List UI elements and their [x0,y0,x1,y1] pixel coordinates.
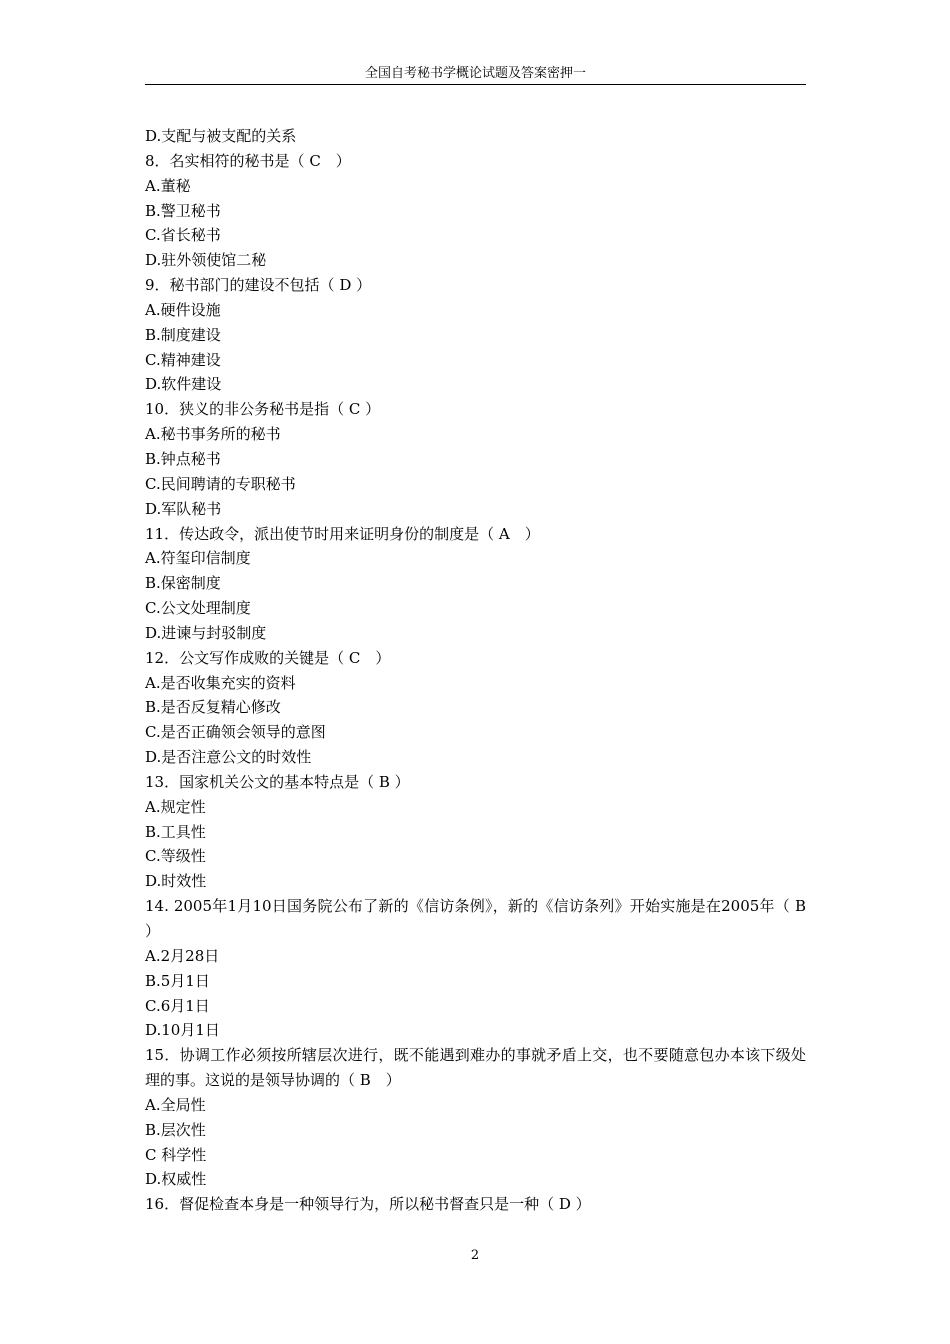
option-line: B.是否反复精心修改 [145,698,281,717]
option-line: D.10月1日 [145,1021,220,1040]
option-line: C 科学性 [145,1145,207,1164]
question-line: 8．名实相符的秘书是（ C ） [145,151,351,170]
option-line: A.2月28日 [145,946,220,965]
option-line: A.全局性 [145,1095,206,1114]
question-line: 15．协调工作必须按所辖层次进行，既不能遇到难办的事就矛盾上交，也不要随意包办本该下级处理的事。这说的是领导协调的（ B ） [145,1046,806,1090]
option-line: D.驻外领使馆二秘 [145,251,267,270]
option-line: C.等级性 [145,847,206,866]
page-number: 2 [470,1248,480,1263]
option-line: A.董秘 [145,176,191,195]
page-header-title: 全国自考秘书学概论试题及答案密押一 [364,66,586,81]
option-line: C.6月1日 [145,996,210,1015]
question-line: 14. 2005年1月10日国务院公布了新的《信访条例》，新的《信访条列》开始实施是在2005年（ B ） [145,897,806,940]
question-line: 12．公文写作成败的关键是（ C ） [145,648,391,667]
option-line: A.秘书事务所的秘书 [145,425,281,444]
question-line: 9．秘书部门的建设不包括（ D ） [145,276,372,295]
option-line: D.是否注意公文的时效性 [145,748,312,767]
option-line: C.精神建设 [145,350,221,369]
option-line: B.5月1日 [145,971,210,990]
option-line: B.警卫秘书 [145,201,221,220]
option-line: A.是否收集充实的资料 [145,673,296,692]
option-line: B.制度建设 [145,325,221,344]
option-line: A.符玺印信制度 [145,549,251,568]
option-line: C.省长秘书 [145,226,221,245]
option-line: A.规定性 [145,797,206,816]
document-body [145,124,806,1217]
option-line: B.工具性 [145,822,206,841]
header-divider [145,84,806,85]
option-line: C.公文处理制度 [145,599,251,618]
question-line: 16．督促检查本身是一种领导行为，所以秘书督查只是一种（ D ） [145,1195,591,1214]
option-line: D.军队秘书 [145,499,222,518]
option-line: D.权威性 [145,1170,207,1189]
question-line: 13．国家机关公文的基本特点是（ B ） [145,772,410,791]
question-line: 11．传达政令，派出使节时用来证明身份的制度是（ A ） [145,524,540,543]
option-line: D.进谏与封驳制度 [145,623,267,642]
option-line: B.钟点秘书 [145,449,221,468]
option-line: D.时效性 [145,872,207,891]
option-line: C.民间聘请的专职秘书 [145,474,296,493]
option-line: A.硬件设施 [145,300,221,319]
option-line: B.层次性 [145,1120,206,1139]
option-line: D.支配与被支配的关系 [145,127,297,145]
option-line: B.保密制度 [145,574,221,593]
option-line: C.是否正确领会领导的意图 [145,723,326,742]
option-line: D.软件建设 [145,375,222,394]
question-line: 10．狭义的非公务秘书是指（ C ） [145,400,381,419]
